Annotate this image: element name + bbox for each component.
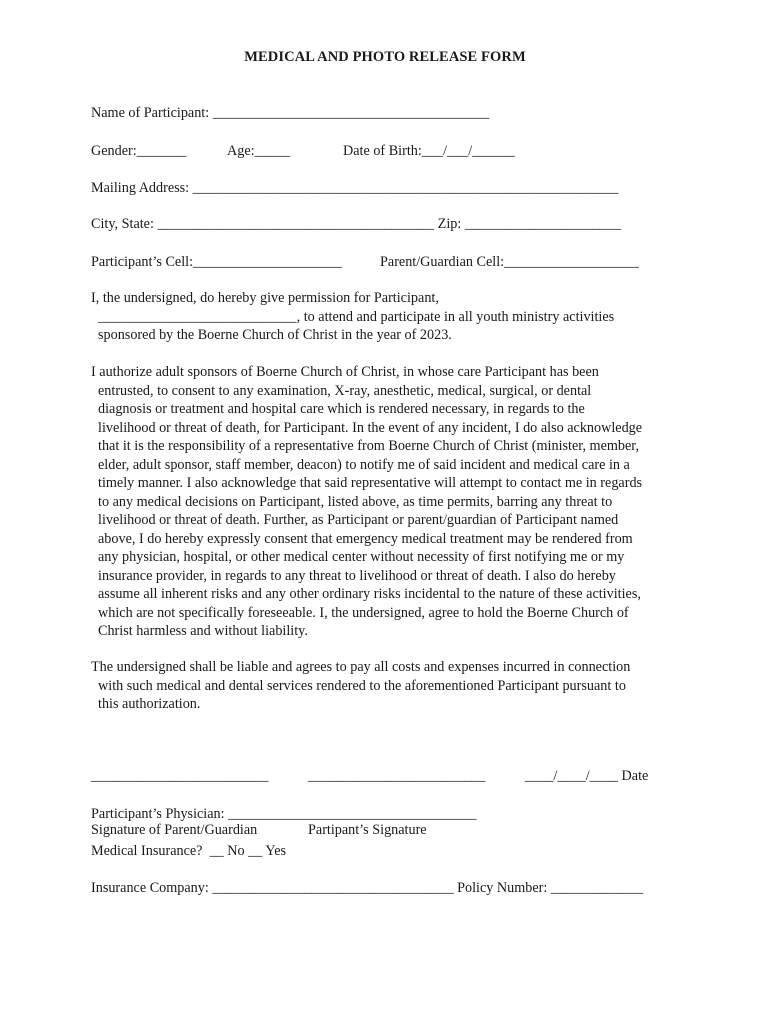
authorization-line: livelihood or threat of death. Further, as Participant or parent/guardian of Participant named	[98, 512, 619, 528]
gender-field[interactable]: Gender:_______	[91, 143, 187, 159]
authorization-line: timely manner. I also acknowledge that said representative will attempt to contact me in regards	[98, 475, 643, 491]
liability-line: The undersigned shall be liable and agrees to pay all costs and expenses incurred in connection	[91, 659, 631, 675]
authorization-line: Christ harmless and without liability.	[98, 623, 308, 639]
signature-date-field[interactable]: ____/____/____ Date	[525, 768, 649, 784]
participant-cell-field[interactable]: Participant’s Cell:_____________________	[91, 254, 343, 270]
form-title: MEDICAL AND PHOTO RELEASE FORM	[244, 49, 526, 65]
authorization-line: livelihood or threat of death, for Participant. In the event of any incident, I do also acknowledge	[98, 419, 643, 436]
authorization-line: diagnosis or treatment and hospital care which is rendered necessary, in regards to the	[98, 401, 585, 417]
authorization-line: assume all inherent risks and any other ordinary risks incidental to the nature of these activities,	[98, 586, 641, 602]
permission-line: sponsored by the Boerne Church of Christ in the year of 2023.	[98, 327, 452, 343]
participant-signature-line[interactable]: _________________________	[308, 768, 486, 784]
medical-insurance-question[interactable]: Medical Insurance? __ No __ Yes	[91, 843, 287, 859]
guardian-signature-line[interactable]: _________________________	[91, 768, 269, 784]
insurance-company-field[interactable]: Insurance Company: __________________________________ Policy Number: _____________	[91, 880, 644, 896]
permission-line: I, the undersigned, do hereby give permission for Participant,	[91, 290, 439, 306]
guardian-cell-field[interactable]: Parent/Guardian Cell:___________________	[380, 254, 639, 270]
guardian-signature-caption: Signature of Parent/Guardian	[91, 822, 258, 838]
participant-name-field[interactable]: Name of Participant: _______________________________________	[91, 105, 490, 121]
participant-signature-block	[308, 731, 485, 875]
participant-signature-caption: Partipant’s Signature	[308, 822, 427, 838]
authorization-line: any physician, hospital, or other medical center without necessity of first notifying me or my	[98, 549, 625, 565]
physician-field[interactable]: Participant’s Physician: ___________________________________	[91, 806, 477, 822]
city-state-zip-field[interactable]: City, State: _______________________________________ Zip: ______________________	[91, 216, 621, 232]
liability-line: this authorization.	[98, 696, 201, 712]
age-field[interactable]: Age:_____	[227, 143, 291, 159]
mailing-address-field[interactable]: Mailing Address: ____________________________________________________________	[91, 180, 619, 196]
authorization-line: entrusted, to consent to any examination, X-ray, anesthetic, medical, surgical, or dental	[98, 382, 592, 399]
date-block	[525, 731, 648, 821]
authorization-line: insurance provider, in regards to any threat to livelihood or threat of death. I also do hereby	[98, 567, 616, 584]
permission-paragraph	[91, 289, 681, 345]
permission-line[interactable]: ____________________________, to attend and participate in all youth ministry activities	[98, 308, 615, 325]
liability-paragraph	[91, 658, 681, 714]
liability-line: with such medical and dental services rendered to the aforementioned Participant pursuant to	[98, 677, 626, 694]
authorization-line: I authorize adult sponsors of Boerne Church of Christ, in whose care Participant has been	[91, 364, 599, 380]
authorization-line: elder, adult sponsor, staff member, deacon) to notify me of said incident and medical care in a	[98, 456, 630, 473]
authorization-line: to any medical decisions on Participant, listed above, as time permits, barring any threat to	[98, 493, 613, 510]
authorization-line: that it is the responsibility of a representative from Boerne Church of Christ (minister, member,	[98, 438, 640, 454]
date-of-birth-field[interactable]: Date of Birth:___/___/______	[343, 143, 515, 159]
authorization-paragraph	[91, 363, 681, 641]
authorization-line: above, I do hereby expressly consent that emergency medical treatment may be rendered from	[98, 530, 633, 547]
authorization-line: which are not specifically foreseeable. I, the undersigned, agree to hold the Boerne Church of	[98, 604, 629, 621]
